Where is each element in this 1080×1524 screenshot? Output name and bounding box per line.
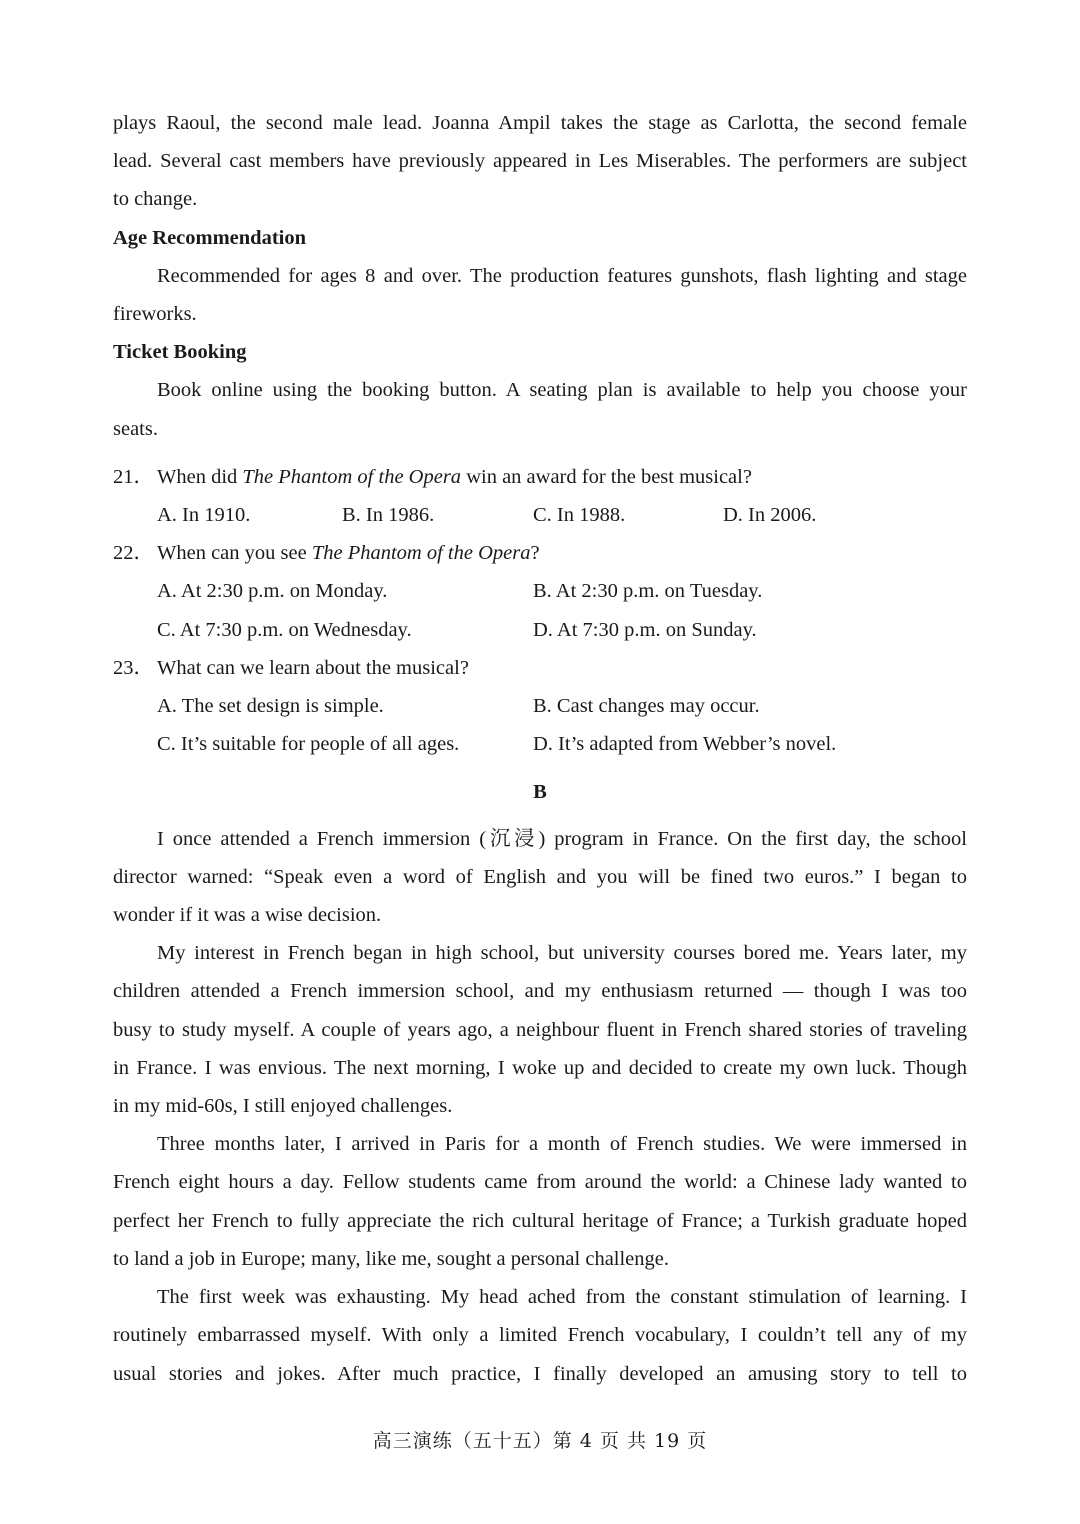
option-a: A. At 2:30 p.m. on Monday.: [157, 580, 388, 603]
text-line: My interest in French began in high school, but university courses bored me. Years later, my: [157, 942, 967, 965]
option-d: D. In 2006.: [723, 504, 817, 527]
text-line: to change.: [113, 188, 198, 211]
question-number: 23．: [113, 656, 154, 679]
passage-b-paragraph-2: [113, 934, 967, 1125]
text-line: routinely embarrassed myself. With only a limited French vocabulary, I couldn’t tell any of my: [113, 1324, 967, 1347]
text-line: I once attended a French immersion (沉浸) program in France. On the first day, the school: [157, 827, 967, 850]
option-d: D. It’s adapted from Webber’s novel.: [533, 733, 837, 756]
question-21-options: [113, 496, 967, 534]
option-c: C. In 1988.: [533, 504, 626, 527]
option-b: B. In 1986.: [342, 504, 435, 527]
question-23: [113, 649, 967, 687]
age-paragraph: [113, 257, 967, 333]
question-number: 21．: [113, 465, 154, 488]
text-line: seats.: [113, 417, 158, 440]
question-number: 22．: [113, 542, 154, 565]
text-line: Book online using the booking button. A seating plan is available to help you choose your: [157, 379, 967, 402]
question-22: [113, 534, 967, 572]
section-b-label: B: [533, 781, 547, 804]
option-c: C. At 7:30 p.m. on Wednesday.: [157, 618, 412, 641]
text-line: The first week was exhausting. My head ached from the constant stimulation of learning. I: [157, 1286, 967, 1309]
passage-b-paragraph-4: [113, 1278, 967, 1393]
text-line: children attended a French immersion school, and my enthusiasm returned — though I was too: [113, 980, 967, 1003]
page-content: [113, 104, 967, 1393]
option-a: A. In 1910.: [157, 504, 251, 527]
text-line: director warned: “Speak even a word of English and you will be fined two euros.” I began to: [113, 865, 967, 888]
option-c: C. It’s suitable for people of all ages.: [157, 733, 460, 756]
text-line: wonder if it was a wise decision.: [113, 904, 382, 927]
question-22-options-row1: [113, 572, 967, 610]
option-d: D. At 7:30 p.m. on Sunday.: [533, 618, 757, 641]
text-line: usual stories and jokes. After much practice, I finally developed an amusing story to tell to: [113, 1362, 967, 1385]
question-23-options-row1: [113, 687, 967, 725]
text-line: French eight hours a day. Fellow students came from around the world: a Chinese lady wanted to: [113, 1171, 967, 1194]
option-a: A. The set design is simple.: [157, 695, 384, 718]
passage-b-paragraph-3: [113, 1125, 967, 1278]
text-line: busy to study myself. A couple of years ago, a neighbour fluent in French shared stories of traveling: [113, 1018, 967, 1041]
question-23-options-row2: [113, 725, 967, 763]
text-line: fireworks.: [113, 303, 197, 326]
question-21: [113, 458, 967, 496]
question-stem: When did The Phantom of the Opera win an award for the best musical?: [157, 465, 752, 488]
text-line: Recommended for ages 8 and over. The production features gunshots, flash lighting and stage: [157, 264, 967, 287]
option-b: B. At 2:30 p.m. on Tuesday.: [533, 580, 763, 603]
cast-paragraph: [113, 104, 967, 219]
text-line: plays Raoul, the second male lead. Joanna Ampil takes the stage as Carlotta, the second female: [113, 112, 967, 134]
question-stem: What can we learn about the musical?: [157, 656, 469, 679]
ticket-paragraph: [113, 371, 967, 447]
ticket-heading: Ticket Booking: [113, 341, 247, 364]
option-b: B. Cast changes may occur.: [533, 695, 760, 718]
question-stem: When can you see The Phantom of the Opera?: [157, 542, 540, 565]
text-line: in my mid-60s, I still enjoyed challenges.: [113, 1095, 453, 1118]
page-footer: 高三演练（五十五）第 4 页 共 19 页: [372, 1430, 708, 1452]
text-line: lead. Several cast members have previously appeared in Les Miserables. The performers are subject: [113, 150, 967, 173]
text-line: Three months later, I arrived in Paris for a month of French studies. We were immersed in: [157, 1133, 967, 1156]
text-line: to land a job in Europe; many, like me, sought a personal challenge.: [113, 1247, 670, 1270]
passage-b-paragraph-1: [113, 820, 967, 935]
text-line: perfect her French to fully appreciate the rich cultural heritage of France; a Turkish graduate hoped: [113, 1209, 967, 1232]
text-line: in France. I was envious. The next morning, I woke up and decided to create my own luck. Though: [113, 1056, 967, 1079]
age-heading: Age Recommendation: [113, 226, 307, 249]
question-22-options-row2: [113, 611, 967, 649]
